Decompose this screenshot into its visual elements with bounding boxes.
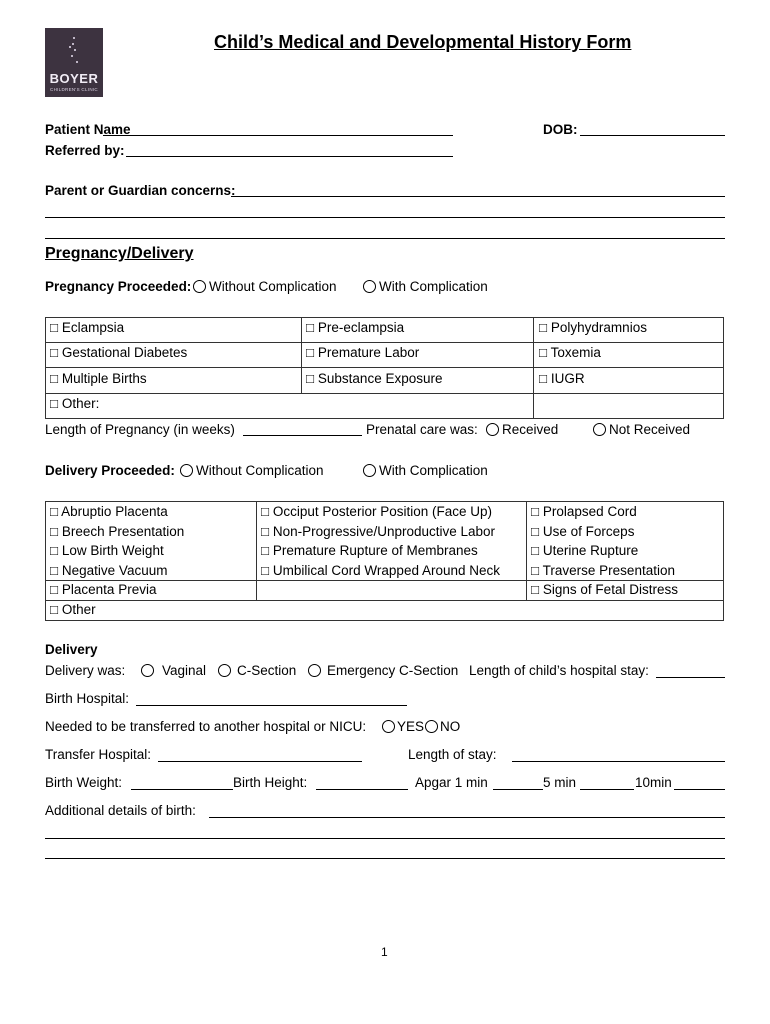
delivery-umbilical-cord[interactable]: □ Umbilical Cord Wrapped Around Neck — [261, 563, 501, 578]
concerns-field[interactable] — [231, 196, 725, 197]
patient-name-label: Patient Name — [45, 122, 131, 137]
pregnancy-proceeded-row — [45, 279, 191, 295]
additional-details-label: Additional details of birth: — [45, 803, 196, 818]
delivery-fetal-distress[interactable]: □ Signs of Fetal Distress — [531, 582, 678, 597]
condition-polyhydramnios[interactable]: □ Polyhydramnios — [539, 320, 647, 335]
radio-circle-icon[interactable] — [363, 464, 376, 477]
birth-weight-label: Birth Weight: — [45, 775, 123, 790]
additional-details-line-3[interactable] — [45, 858, 725, 859]
delivery-was-label: Delivery was: — [45, 663, 126, 678]
condition-iugr[interactable]: □ IUGR — [539, 371, 585, 386]
prenatal-opt-received[interactable]: Received — [486, 422, 558, 438]
transfer-hospital-label: Transfer Hospital: — [45, 747, 152, 762]
birth-weight-field[interactable] — [131, 789, 233, 790]
patient-name-field[interactable] — [103, 135, 453, 136]
prenatal-opt-not-received[interactable]: Not Received — [593, 422, 690, 438]
delivery-opt-csection[interactable]: C-Section — [218, 663, 296, 679]
apgar-10min-field[interactable] — [674, 789, 725, 790]
pregnancy-proceeded-label: Pregnancy Proceeded: — [45, 279, 192, 294]
concerns-label: Parent or Guardian concerns: — [45, 183, 236, 198]
logo-sub: CHILDREN'S CLINIC — [50, 87, 98, 92]
radio-circle-icon[interactable] — [308, 664, 321, 677]
additional-details-line-2[interactable] — [45, 838, 725, 839]
pregnancy-length-field[interactable] — [243, 435, 362, 436]
delivery-opt-vaginal[interactable]: Vaginal — [141, 663, 206, 679]
condition-premature-labor[interactable]: □ Premature Labor — [306, 345, 420, 360]
delivery-other[interactable]: □ Other — [50, 602, 96, 617]
radio-circle-icon[interactable] — [425, 720, 438, 733]
transfer-question: Needed to be transferred to another hospital or NICU: — [45, 719, 367, 734]
delivery-opt-without[interactable]: Without Complication — [180, 463, 324, 479]
condition-gestational-diabetes[interactable]: □ Gestational Diabetes — [50, 345, 188, 360]
condition-other[interactable]: □ Other: — [50, 396, 100, 411]
delivery-occiput-posterior[interactable]: □ Occiput Posterior Position (Face Up) — [261, 504, 492, 519]
delivery-uterine-rupture[interactable]: □ Uterine Rupture — [531, 543, 639, 558]
clinic-logo — [45, 28, 103, 97]
radio-circle-icon[interactable] — [180, 464, 193, 477]
birth-hospital-label: Birth Hospital: — [45, 691, 130, 706]
dob-label: DOB: — [543, 122, 578, 137]
hospital-stay-field[interactable] — [656, 677, 725, 678]
apgar-5min-field[interactable] — [580, 789, 634, 790]
pregnancy-length-label: Length of Pregnancy (in weeks) — [45, 422, 235, 437]
birth-hospital-field[interactable] — [136, 705, 407, 706]
apgar-5min-label: 5 min — [543, 775, 577, 790]
radio-circle-icon[interactable] — [363, 280, 376, 293]
prenatal-care-label: Prenatal care was: — [366, 422, 478, 437]
delivery-negative-vacuum[interactable]: □ Negative Vacuum — [50, 563, 168, 578]
delivery-premature-rupture[interactable]: □ Premature Rupture of Membranes — [261, 543, 478, 558]
condition-pre-eclampsia[interactable]: □ Pre-eclampsia — [306, 320, 405, 335]
delivery-placenta-previa[interactable]: □ Placenta Previa — [50, 582, 157, 597]
page-title: Child’s Medical and Developmental History Form — [214, 32, 632, 52]
referred-by-label: Referred by: — [45, 143, 125, 158]
condition-multiple-births[interactable]: □ Multiple Births — [50, 371, 147, 386]
page-number: 1 — [381, 945, 388, 959]
delivery-low-birth-weight[interactable]: □ Low Birth Weight — [50, 543, 164, 558]
delivery-abruptio-placenta[interactable]: □ Abruptio Placenta — [50, 504, 168, 519]
condition-eclampsia[interactable]: □ Eclampsia — [50, 320, 125, 335]
birth-height-label: Birth Height: — [233, 775, 308, 790]
transfer-opt-no[interactable]: NO — [425, 719, 460, 735]
radio-circle-icon[interactable] — [593, 423, 606, 436]
logo-name: BOYER — [49, 71, 99, 86]
birth-height-field[interactable] — [316, 789, 408, 790]
delivery-prolapsed-cord[interactable]: □ Prolapsed Cord — [531, 504, 637, 519]
delivery-non-progressive-labor[interactable]: □ Non-Progressive/Unproductive Labor — [261, 524, 496, 539]
hospital-stay-label: Length of child’s hospital stay: — [469, 663, 649, 678]
condition-substance-exposure[interactable]: □ Substance Exposure — [306, 371, 443, 386]
delivery-breech-presentation[interactable]: □ Breech Presentation — [50, 524, 185, 539]
apgar-1min-field[interactable] — [493, 789, 543, 790]
referred-by-field[interactable] — [126, 156, 453, 157]
pregnancy-opt-with[interactable]: With Complication — [363, 279, 488, 295]
transfer-hospital-field[interactable] — [158, 761, 362, 762]
transfer-opt-yes[interactable]: YES — [382, 719, 424, 735]
pregnancy-opt-without[interactable]: Without Complication — [193, 279, 337, 295]
dob-field[interactable] — [580, 135, 725, 136]
radio-circle-icon[interactable] — [382, 720, 395, 733]
delivery-opt-with[interactable]: With Complication — [363, 463, 488, 479]
radio-circle-icon[interactable] — [141, 664, 154, 677]
delivery-opt-emergency[interactable]: Emergency C-Section — [308, 663, 458, 679]
apgar-1min-label: Apgar 1 min — [415, 775, 488, 790]
condition-toxemia[interactable]: □ Toxemia — [539, 345, 601, 360]
delivery-heading: Delivery — [45, 642, 98, 657]
radio-circle-icon[interactable] — [193, 280, 206, 293]
delivery-use-of-forceps[interactable]: □ Use of Forceps — [531, 524, 635, 539]
pregnancy-heading: Pregnancy/Delivery — [45, 245, 194, 262]
apgar-10min-label: 10min — [635, 775, 672, 790]
delivery-traverse-presentation[interactable]: □ Traverse Presentation — [531, 563, 675, 578]
concerns-line-3[interactable] — [45, 238, 725, 239]
delivery-proceeded-label: Delivery Proceeded: — [45, 463, 175, 478]
radio-circle-icon[interactable] — [486, 423, 499, 436]
concerns-line-2[interactable] — [45, 217, 725, 218]
length-of-stay-field[interactable] — [512, 761, 725, 762]
length-of-stay-label: Length of stay: — [408, 747, 497, 762]
additional-details-field[interactable] — [209, 817, 725, 818]
radio-circle-icon[interactable] — [218, 664, 231, 677]
